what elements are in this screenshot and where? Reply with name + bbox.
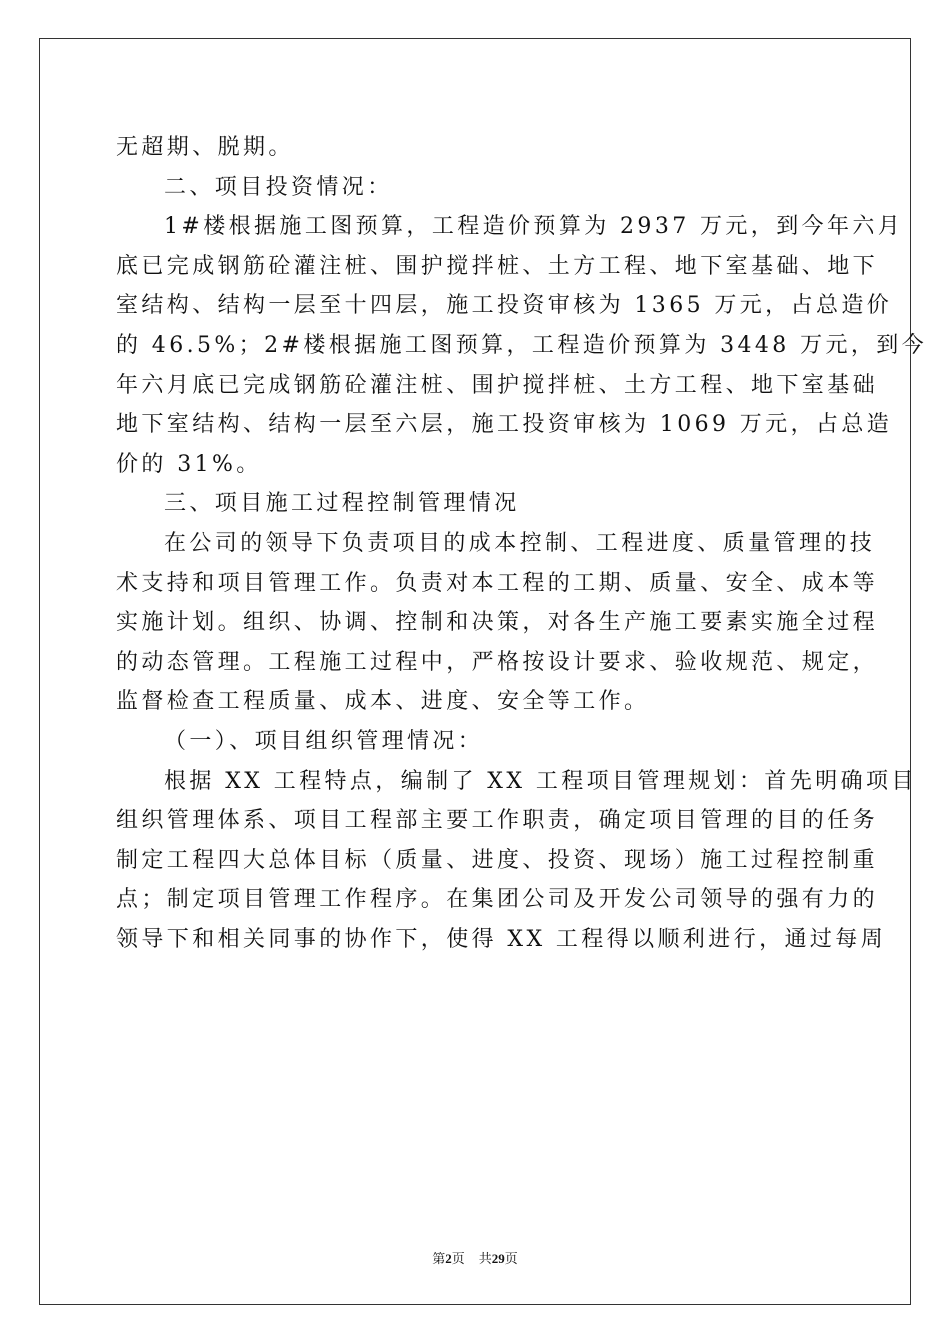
page-suffix: 页 — [451, 1252, 465, 1267]
text-line: 根据 XX 工程特点，编制了 XX 工程项目管理规划：首先明确项目 — [164, 768, 917, 794]
page-footer — [0, 1248, 950, 1267]
text-line: 价的 31%。 — [116, 451, 262, 477]
total-suffix: 页 — [504, 1252, 518, 1267]
text-line: 术支持和项目管理工作。负责对本工程的工期、质量、安全、成本等 — [116, 570, 879, 596]
text-line: 实施计划。组织、协调、控制和决策，对各生产施工要素实施全过程 — [116, 610, 879, 636]
text-line: 在公司的领导下负责项目的成本控制、工程进度、质量管理的技 — [164, 530, 876, 556]
total-pages: 29 — [491, 1251, 505, 1266]
text-line: 制定工程四大总体目标（质量、进度、投资、现场）施工过程控制重 — [116, 847, 879, 873]
text-line: 领导下和相关同事的协作下，使得 XX 工程得以顺利进行，通过每周 — [116, 926, 887, 952]
text-line: 地下室结构、结构一层至六层，施工投资审核为 1069 万元，占总造 — [116, 412, 893, 438]
text-line: 底已完成钢筋砼灌注桩、围护搅拌桩、土方工程、地下室基础、地下 — [116, 253, 879, 279]
text-line: 三、项目施工过程控制管理情况 — [164, 491, 520, 517]
text-line: 点；制定项目管理工作程序。在集团公司及开发公司领导的强有力的 — [116, 887, 879, 913]
page-number: 2 — [445, 1251, 452, 1266]
total-prefix: 共 — [478, 1252, 492, 1267]
text-line: 无超期、脱期。 — [116, 135, 294, 160]
text-line: 年六月底已完成钢筋砼灌注桩、围护搅拌桩、土方工程、地下室基础 — [116, 372, 879, 398]
text-line: （一）、项目组织管理情况： — [164, 728, 484, 754]
document-body — [116, 128, 928, 959]
text-line: 的 46.5%；2#楼根据施工图预算，工程造价预算为 3448 万元，到今 — [116, 332, 928, 358]
text-line: 二、项目投资情况： — [164, 174, 393, 200]
text-line: 的动态管理。工程施工过程中，严格按设计要求、验收规范、规定， — [116, 649, 879, 675]
text-line: 1#楼根据施工图预算，工程造价预算为 2937 万元，到今年六月 — [164, 214, 904, 240]
text-line: 组织管理体系、项目工程部主要工作职责，确定项目管理的目的任务 — [116, 808, 879, 834]
text-line: 监督检查工程质量、成本、进度、安全等工作。 — [116, 689, 650, 715]
text-line: 室结构、结构一层至十四层，施工投资审核为 1365 万元，占总造价 — [116, 293, 893, 319]
page-prefix: 第 — [432, 1252, 446, 1267]
